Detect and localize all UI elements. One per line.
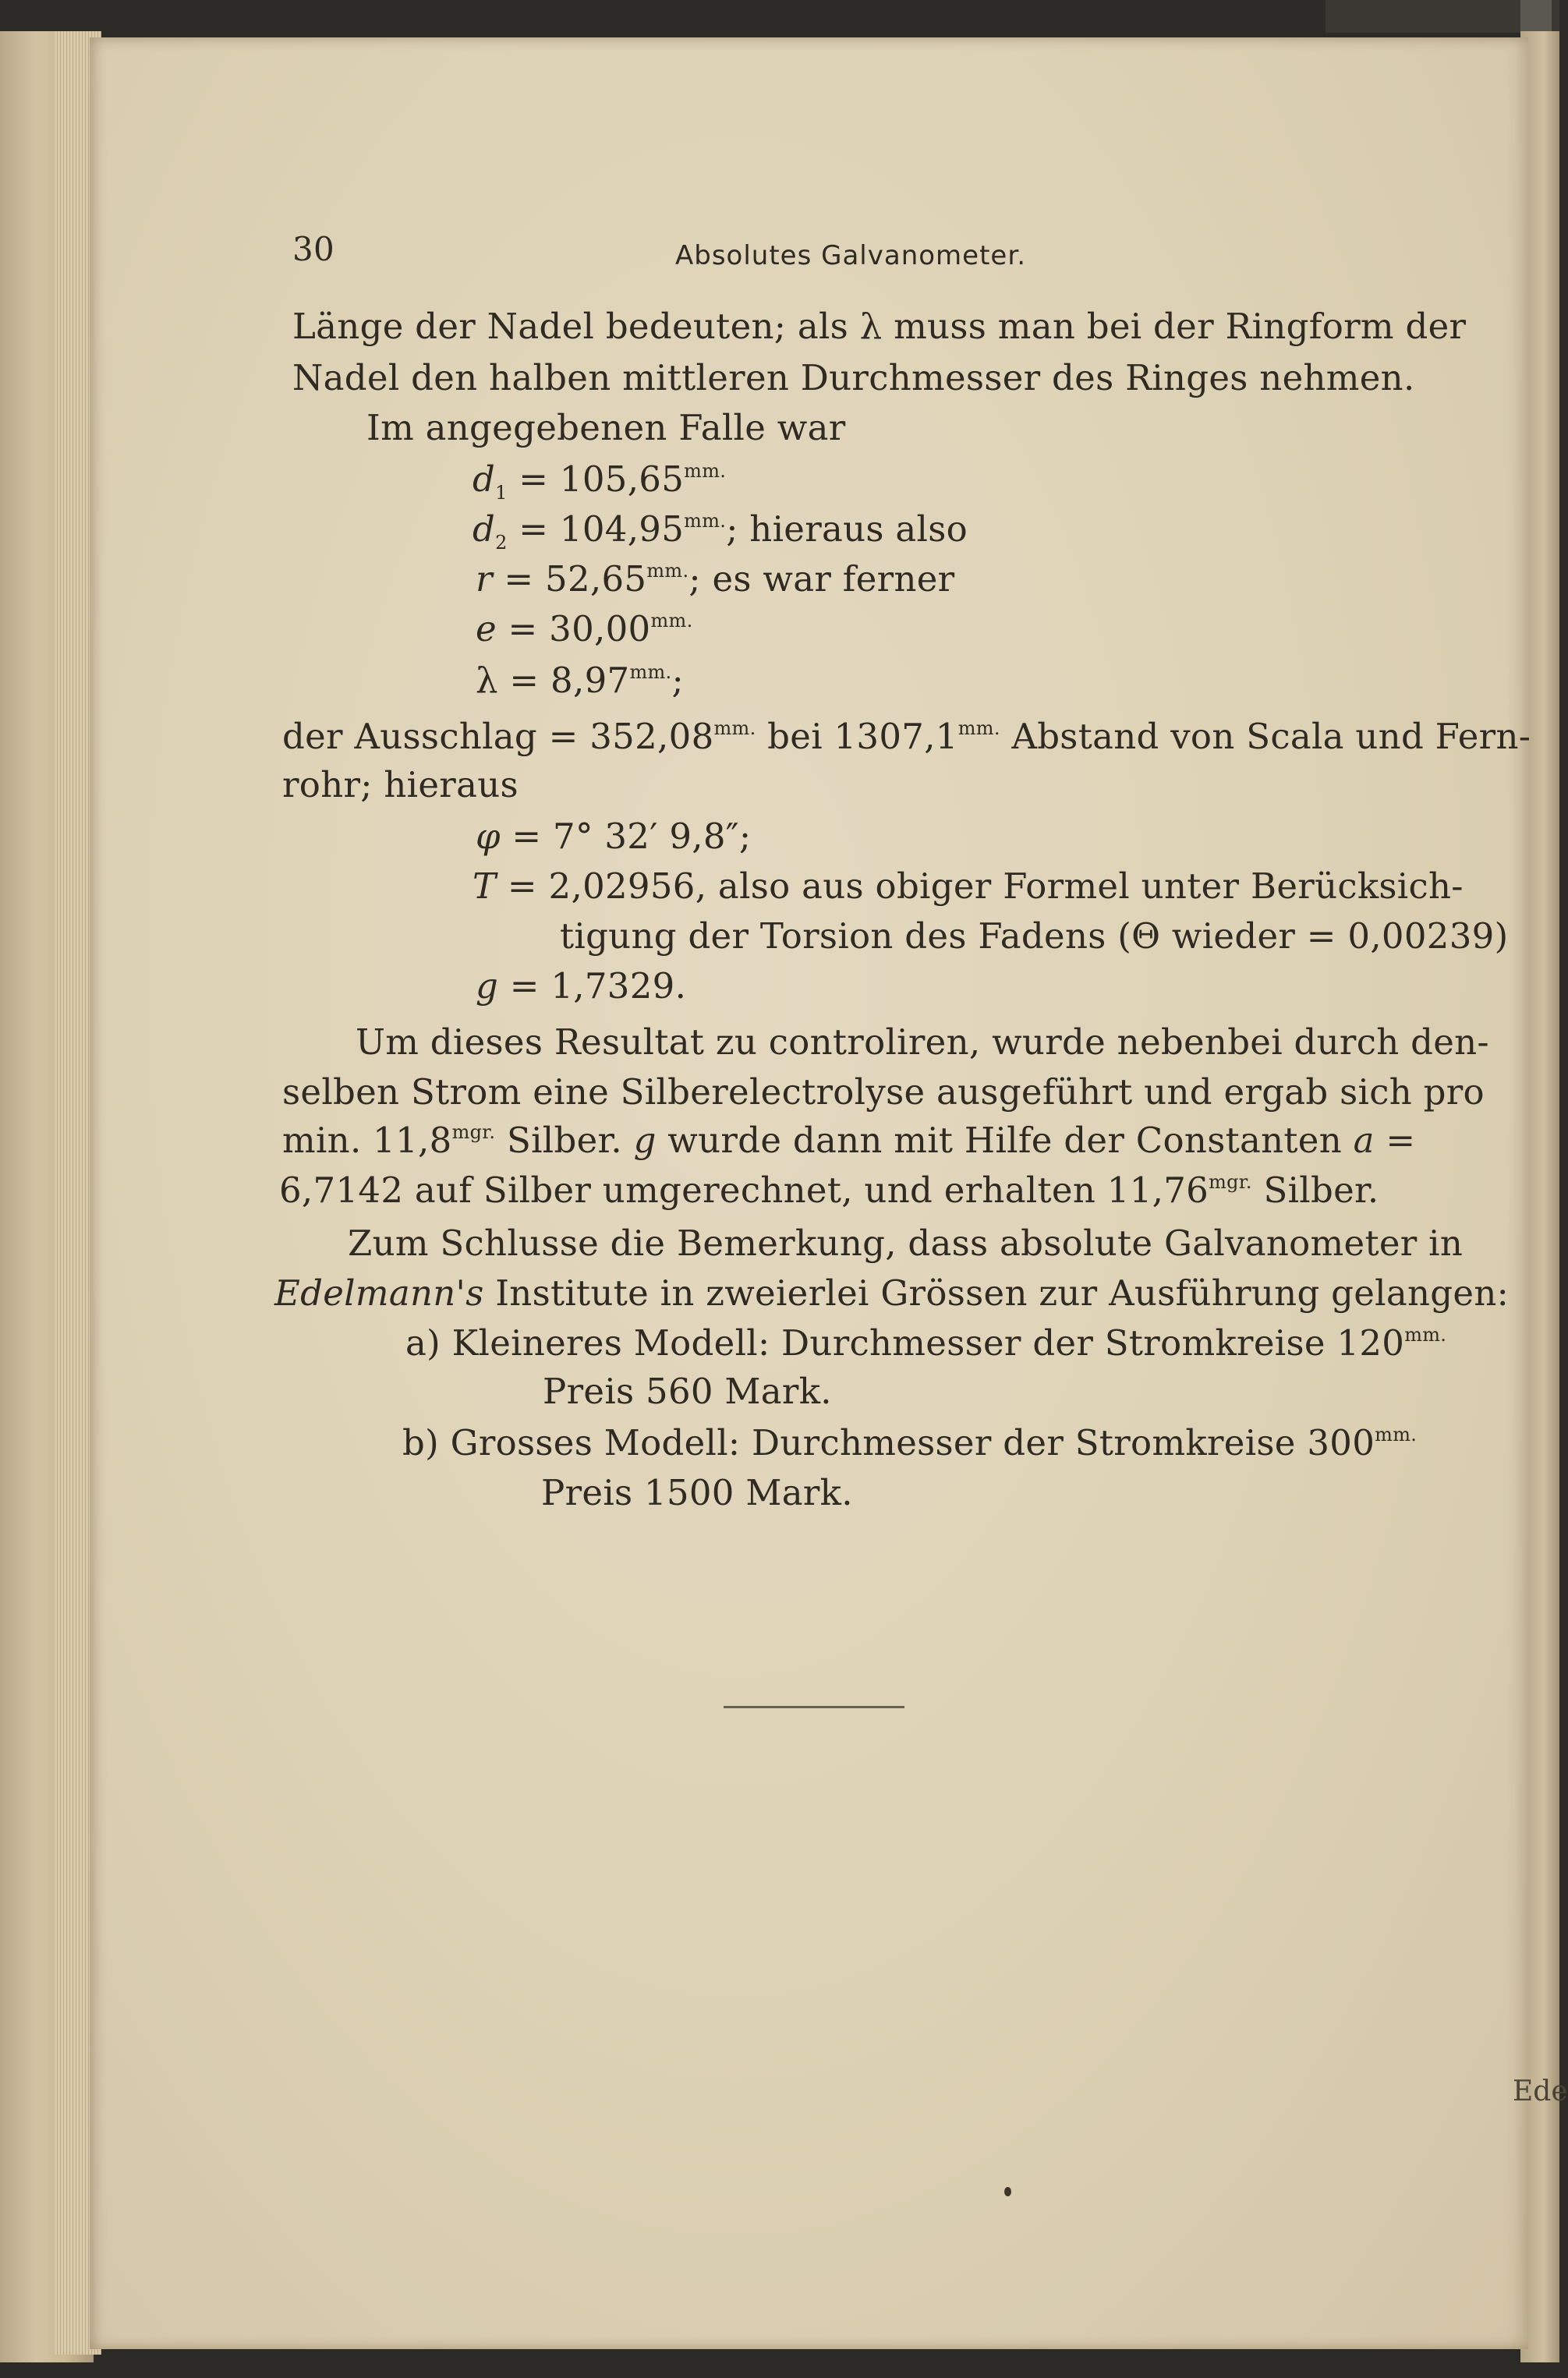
eq-T: T = 2,02956, also aus obiger Formel unter Berücksich- xyxy=(473,865,1464,907)
text-line-1: Länge der Nadel bedeuten; als λ muss man bei der Ringform der xyxy=(292,306,1467,347)
item-a: a) Kleineres Modell: Durchmesser der Stromkreise $120^{mm.}$ xyxy=(405,1322,1447,1364)
item-a-price: Preis 560 Mark. xyxy=(543,1371,832,1412)
running-title: Absolutes Galvanometer. xyxy=(675,240,1027,271)
ink-speck xyxy=(1004,2187,1011,2196)
para2-line-2: selben Strom eine Silberelectrolyse ausgeführt und ergab sich pro xyxy=(282,1071,1485,1113)
eq-r: $r = 52,65^{mm.}$; es war ferner xyxy=(476,558,955,600)
eq-phi: φ = 7° 32′ 9,8″; xyxy=(476,816,752,857)
item-b-price: Preis 1500 Mark. xyxy=(541,1472,853,1513)
eq-e: $e = 30,00^{mm.}$ xyxy=(476,608,693,649)
section-rule xyxy=(724,1706,904,1708)
para3-line-2: Edelmann's Institute in zweierlei Grössen zur Ausführung gelangen: xyxy=(274,1272,1510,1314)
item-b: b) Grosses Modell: Durchmesser der Stromkreise $300^{mm.}$ xyxy=(402,1422,1418,1463)
eq-d2: $d_2 = 104,95^{mm.}$; hieraus also xyxy=(473,508,968,554)
text-line-2: Nadel den halben mittleren Durchmesser des Ringes nehmen. xyxy=(292,357,1415,398)
text-line-3: Im angegebenen Falle war xyxy=(366,407,846,448)
eq-lambda: $\lambda = 8,97^{mm.}$; xyxy=(476,660,684,701)
eq-d1: $d_1 = 105,65^{mm.}$ xyxy=(473,458,727,504)
ausschlag-cont: rohr; hieraus xyxy=(282,764,519,805)
para3-line-1: Zum Schlusse die Bemerkung, dass absolute Galvanometer in xyxy=(348,1223,1464,1264)
para2-line-4: 6,7142 auf Silber umgerechnet, und erhalten $11,76^{mgr.}$ Silber. xyxy=(279,1170,1379,1211)
eq-T-cont: tigung der Torsion des Fadens (Θ wieder = 0,00239) xyxy=(560,915,1509,957)
eq-g: g = 1,7329. xyxy=(476,965,687,1007)
para2-line-3: min. $11,8^{mgr.}$ Silber. g wurde dann mit Hilfe der Constanten a = xyxy=(282,1120,1416,1161)
page-number: 30 xyxy=(292,230,335,268)
ausschlag-line: der Ausschlag = $352,08^{mm.}$ bei $1307,1^{mm.}$ Abstand von Scala und Fern- xyxy=(282,716,1531,757)
para2-line-1: Um dieses Resultat zu controliren, wurde nebenbei durch den- xyxy=(356,1021,1489,1063)
book-cover-top xyxy=(1326,0,1559,33)
margin-fragment: Ede xyxy=(1513,2075,1568,2107)
